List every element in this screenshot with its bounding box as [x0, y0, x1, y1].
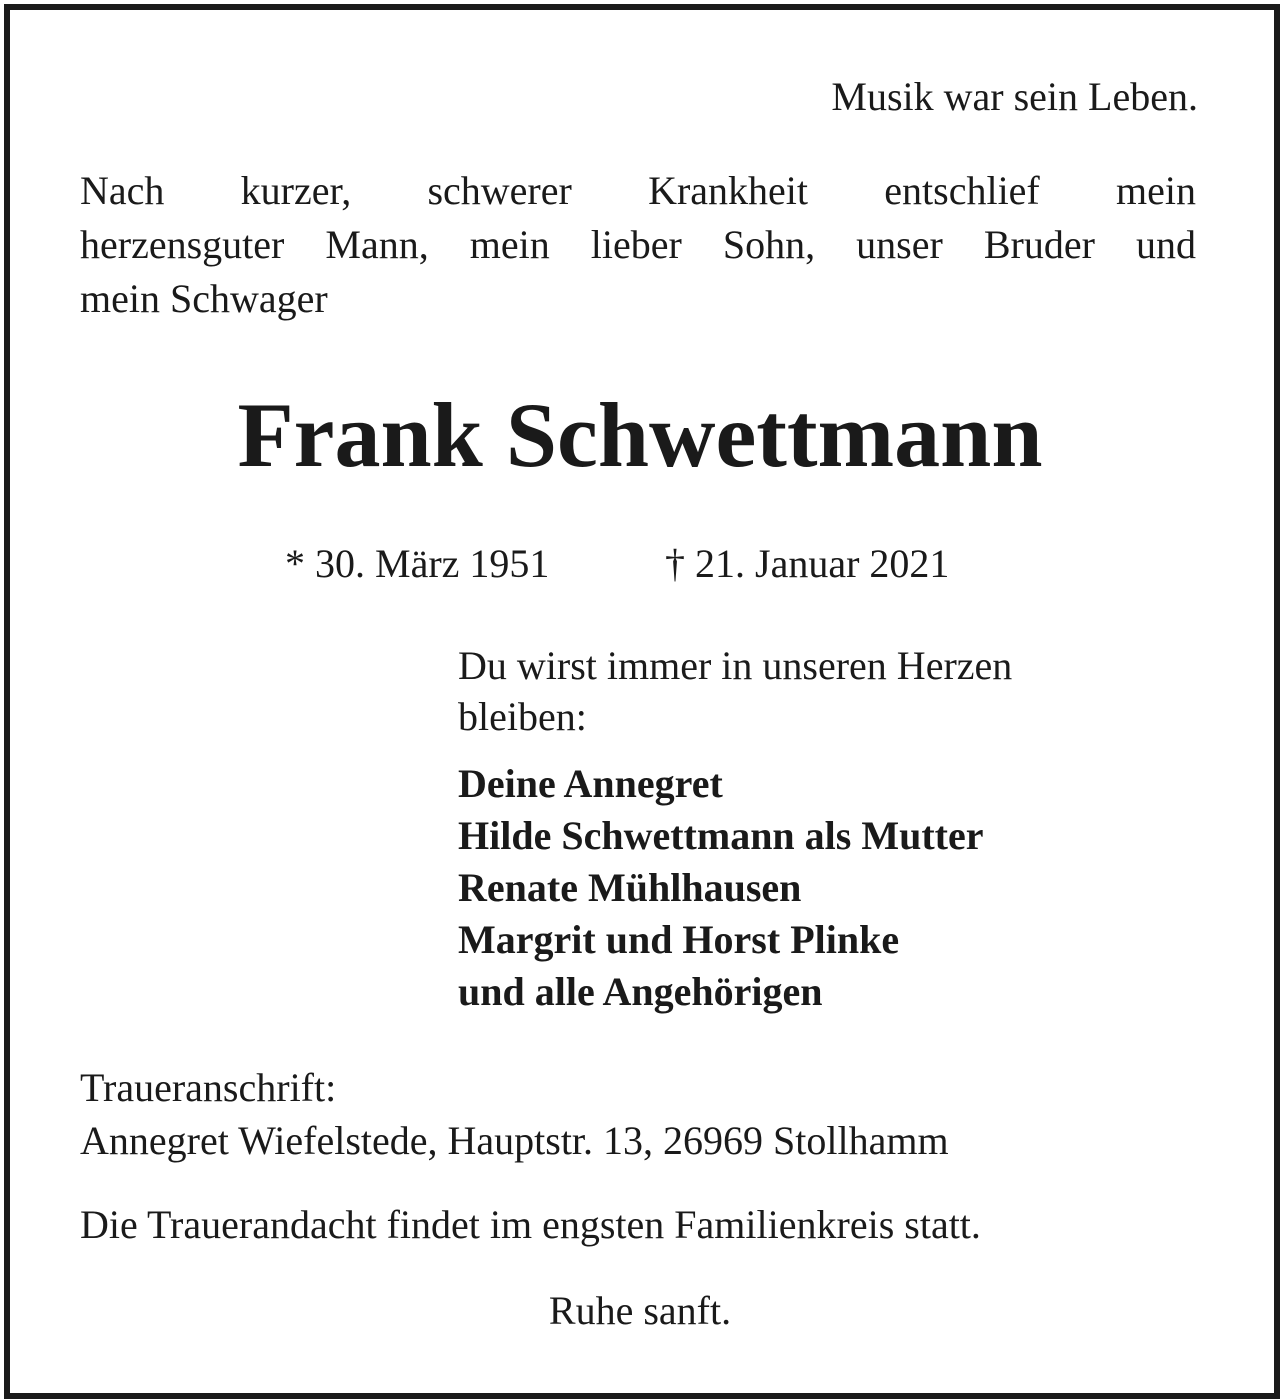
address-label: Traueranschrift:: [80, 1065, 337, 1110]
remembrance-line-2: bleiben:: [458, 694, 587, 739]
mourner-name: Deine Annegret: [458, 761, 723, 806]
mourners-list: [458, 758, 984, 1018]
mourner-name: und alle Angehörigen: [458, 969, 823, 1014]
birth-date: * 30. März 1951: [285, 541, 550, 586]
motto: Musik war sein Leben.: [831, 74, 1198, 119]
mourner-name: Hilde Schwettmann als Mutter: [458, 813, 984, 858]
mourning-address: Annegret Wiefelstede, Hauptstr. 13, 26969 Stollhamm: [80, 1118, 949, 1163]
service-notice: Die Trauerandacht findet im engsten Familienkreis statt.: [80, 1202, 981, 1247]
mourner-name: Renate Mühlhausen: [458, 865, 802, 910]
deceased-name: Frank Schwettmann: [237, 384, 1043, 486]
mourner-name: Margrit und Horst Plinke: [458, 917, 900, 962]
intro-line-1: Nach kurzer, schwerer Krankheit entschlief mein: [80, 168, 1196, 213]
remembrance-line-1: Du wirst immer in unseren Herzen: [458, 643, 1013, 688]
death-date: † 21. Januar 2021: [665, 541, 950, 586]
intro-line-3: mein Schwager: [80, 276, 328, 321]
closing-line: Ruhe sanft.: [548, 1288, 732, 1333]
remembrance-text: [458, 640, 1012, 742]
intro-text: [80, 164, 1196, 326]
intro-line-2: herzensguter Mann, mein lieber Sohn, unser Bruder und: [80, 222, 1196, 267]
